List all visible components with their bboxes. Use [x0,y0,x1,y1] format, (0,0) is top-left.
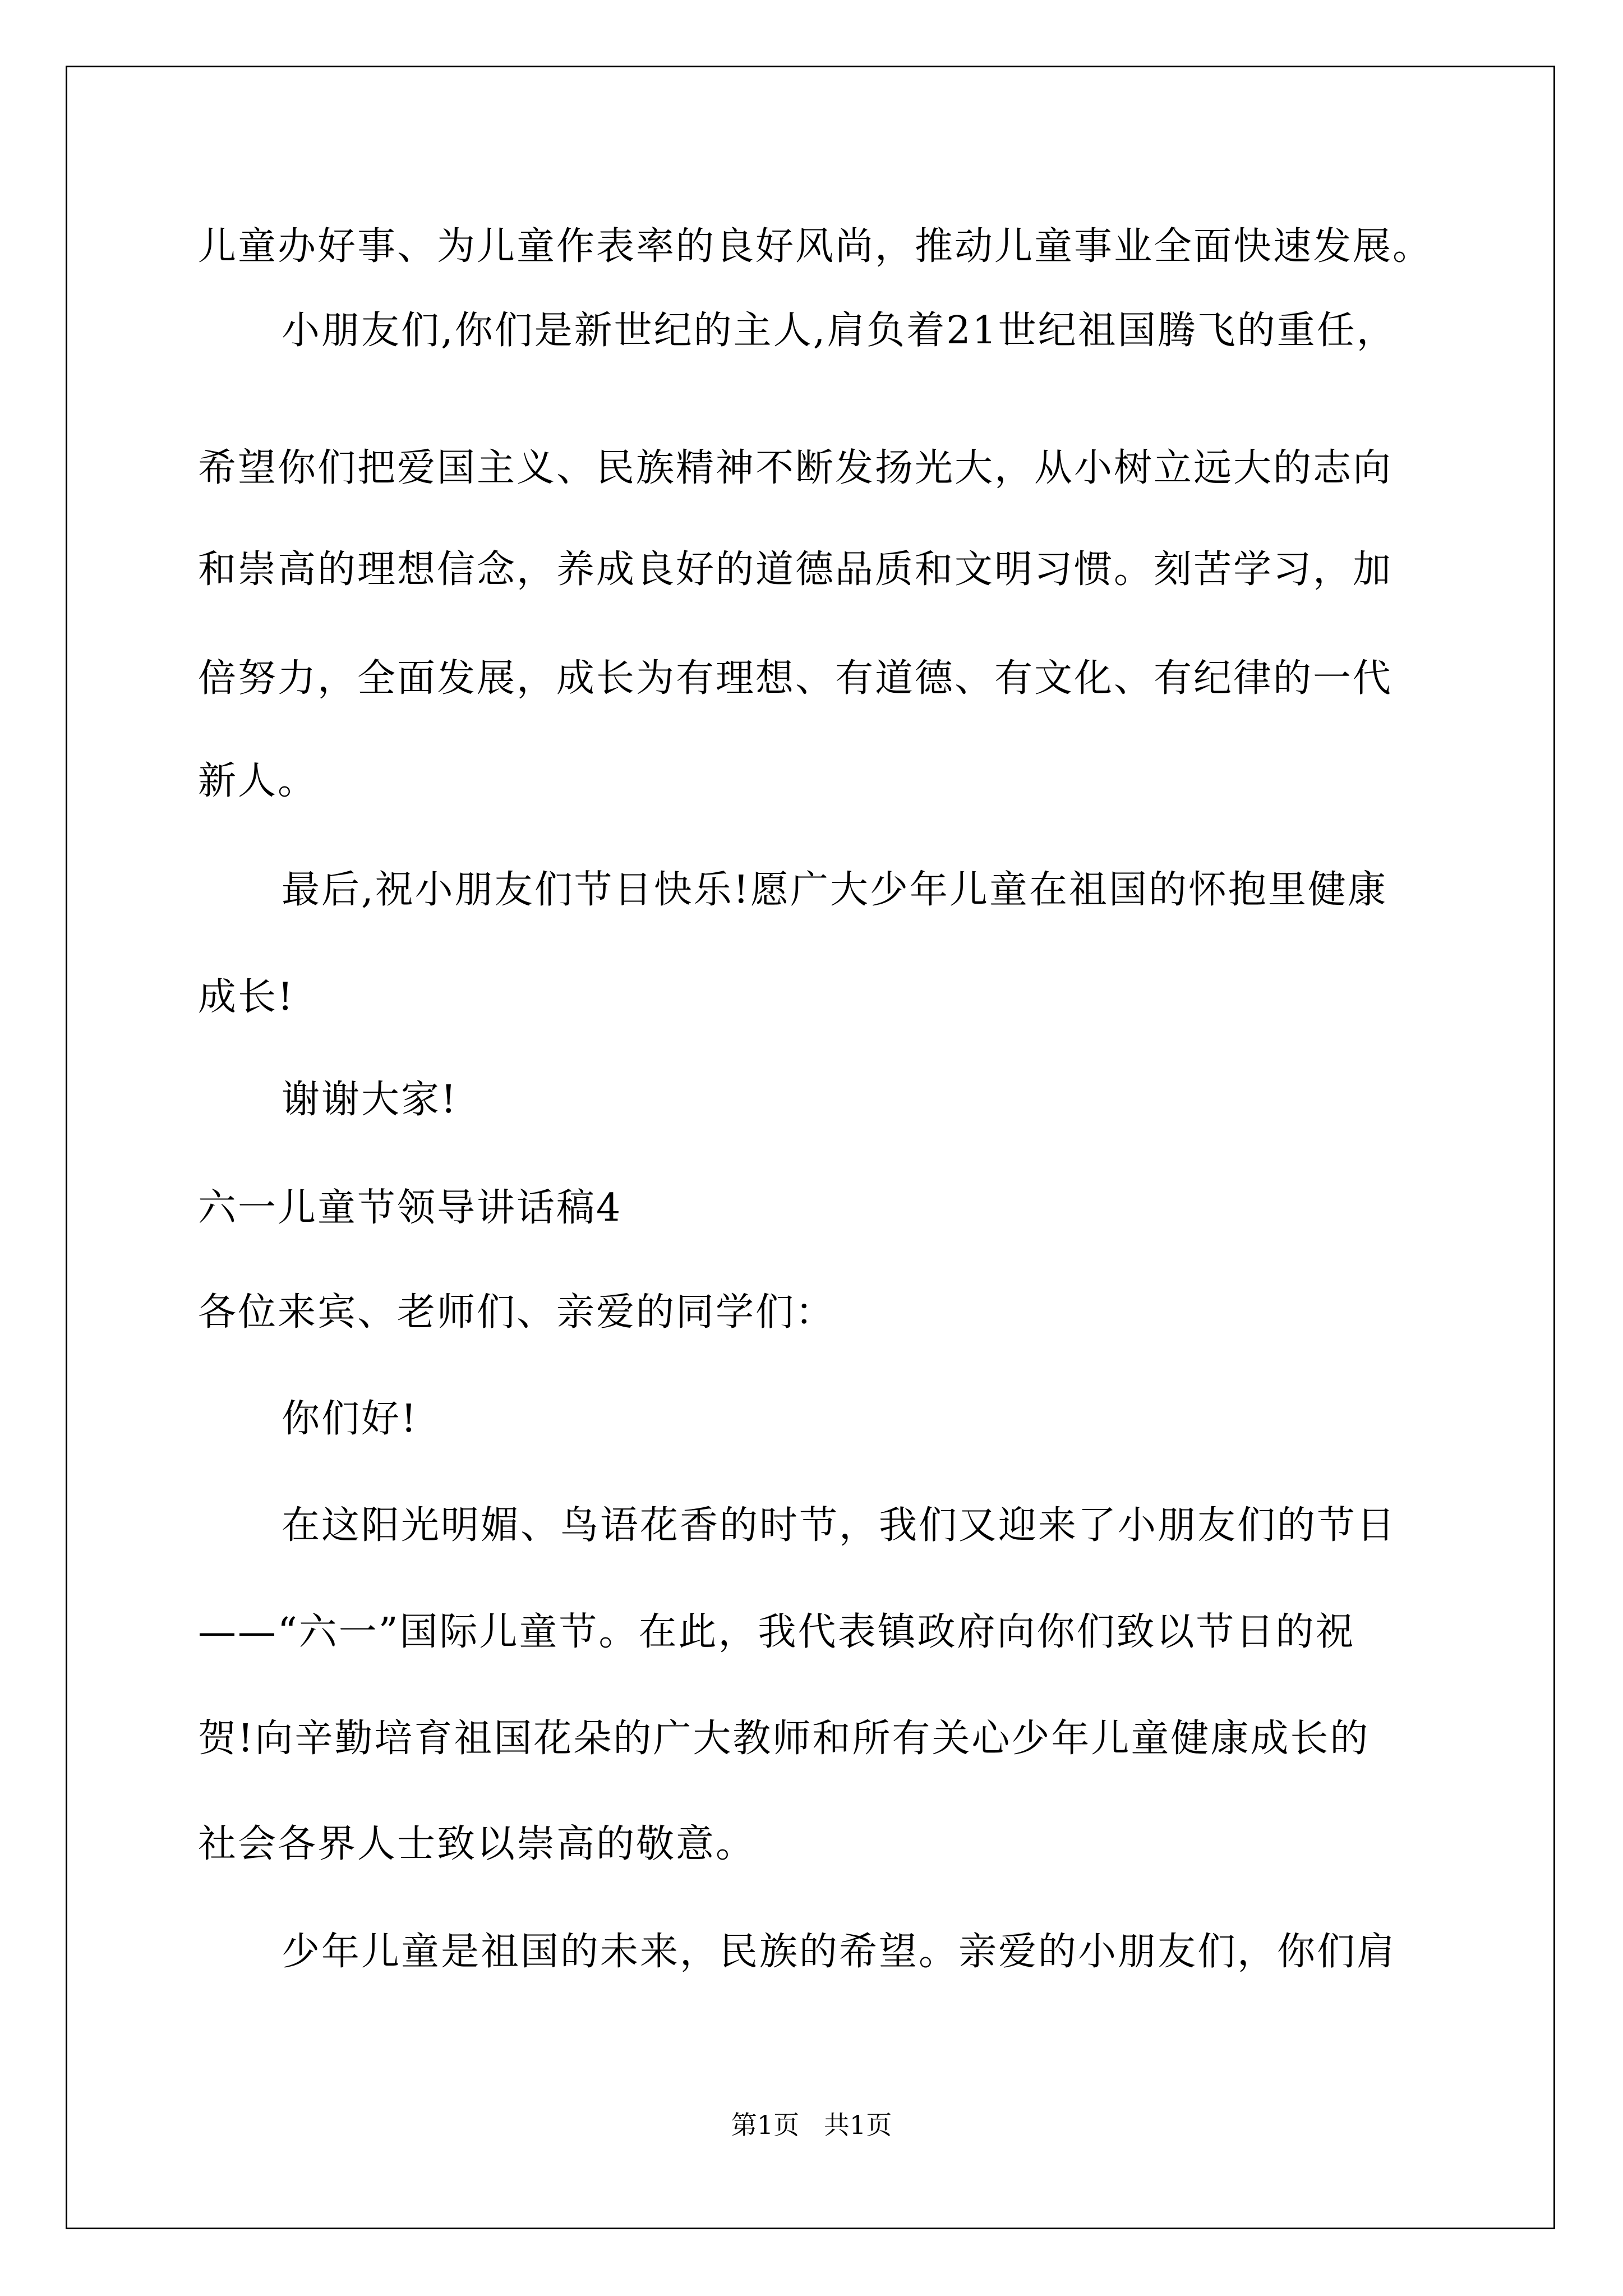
paragraph-line: 成长! [198,975,295,1019]
page-number: 第1页 共1页 [731,2110,892,2140]
salutation: 各位来宾、老师们、亲爱的同学们： [198,1290,836,1335]
paragraph-line: 和崇高的理想信念，养成良好的道德品质和文明习惯。刻苦学习，加 [198,547,1393,592]
paragraph-line: 最后,祝小朋友们节日快乐!愿广大少年儿童在祖国的怀抱里健康 [282,868,1387,912]
page-border [66,66,1555,2229]
paragraph-line: 少年儿童是祖国的未来，民族的希望。亲爱的小朋友们，你们肩 [282,1930,1397,1974]
paragraph-line: 倍努力，全面发展，成长为有理想、有道德、有文化、有纪律的一代 [198,656,1393,701]
paragraph-line: 新人。 [198,759,318,803]
paragraph-line: ——“六一”国际儿童节。在此，我代表镇政府向你们致以节日的祝 [198,1610,1355,1654]
paragraph-line: 希望你们把爱国主义、民族精神不断发扬光大，从小树立远大的志向 [198,446,1393,490]
paragraph-line: 社会各界人士致以崇高的敬意。 [198,1822,756,1866]
paragraph-line: 谢谢大家! [282,1078,458,1122]
paragraph-line: 贺!向辛勤培育祖国花朵的广大教师和所有关心少年儿童健康成长的 [198,1717,1370,1761]
paragraph-line: 在这阳光明媚、鸟语花香的时节，我们又迎来了小朋友们的节日 [282,1503,1397,1548]
section-heading: 六一儿童节领导讲话稿4 [198,1186,623,1230]
paragraph-line: 儿童办好事、为儿童作表率的良好风尚，推动儿童事业全面快速发展。 [198,224,1433,269]
greeting: 你们好! [282,1397,418,1441]
paragraph-line: 小朋友们,你们是新世纪的主人,肩负着21世纪祖国腾飞的重任， [282,309,1396,353]
